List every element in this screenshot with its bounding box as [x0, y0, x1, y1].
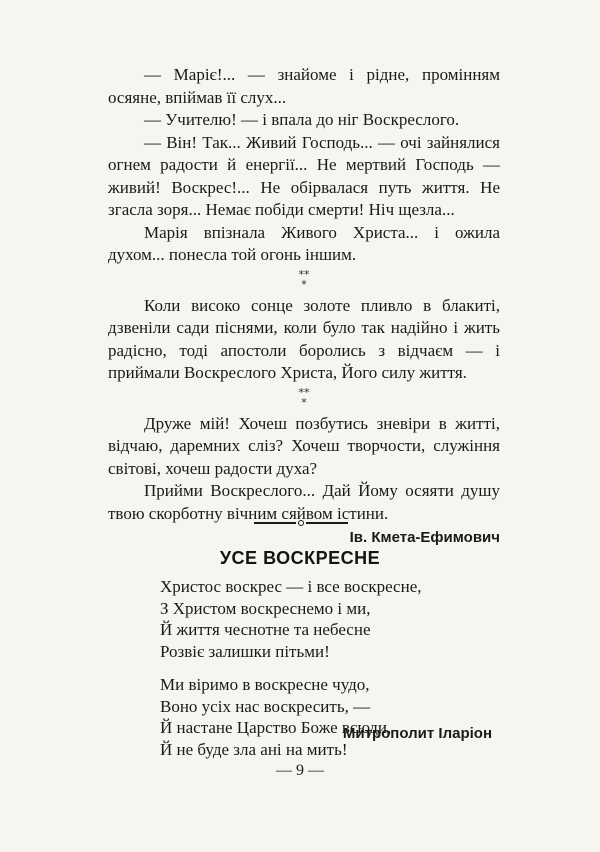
poem-line: Воно усіх нас воскресить, — — [160, 696, 371, 716]
poem-line: Й не буде зла ані на мить! — [160, 739, 348, 759]
poem-line: Й життя чеснотне та небесне — [160, 620, 371, 639]
paragraph: Коли високо сонце золоте пливло в блакиті, дзвеніли сади піснями, коли було так надійно і жить радісно, тоді апостоли боролись з відчаєм — і приймали Воскреслого Христа, Його силу життя. — [108, 295, 500, 382]
poem-line: Ми віримо в воскресне чудо, — [160, 675, 370, 694]
paragraph: Прийми Воскреслого... Дай Йому осяяти душу твою скорботну вічним сяйвом істини. — [108, 481, 500, 523]
divider-line-left — [254, 522, 296, 524]
paragraph: — Маріє!... — знайоме і рідне, промінням осяяне, впіймав її слух... — [108, 65, 500, 107]
divider-line-right — [306, 522, 348, 524]
poem-stanza — [160, 674, 490, 760]
separator-stars-bottom: * — [301, 277, 307, 291]
separator-stars-bottom: * — [301, 395, 307, 409]
ornamental-divider — [251, 516, 351, 530]
section-separator — [108, 385, 500, 409]
poem-line: З Христом воскреснемо і ми, — [160, 598, 371, 618]
separator-stars-top: ** — [298, 385, 310, 399]
section-separator — [108, 267, 500, 291]
paragraph: Друже мій! Хочеш позбутись зневіри в житті, відчаю, даремних сліз? Хочеш творчости, служіння світові, хочеш радости духа? — [108, 413, 500, 478]
paragraph: — Учителю! — і впала до ніг Воскреслого. — [144, 110, 460, 129]
poem-line: Христос воскрес — і все воскресне, — [160, 577, 422, 596]
page-number: — 9 — — [276, 762, 324, 779]
divider-ring — [298, 520, 304, 526]
poem-author: Митрополит Іларіон — [342, 725, 492, 742]
paragraph: Марія впізнала Живого Христа... і ожила духом... понесла той огонь іншим. — [108, 222, 500, 264]
poem-line: Й настане Царство Боже всюди, — [160, 718, 392, 737]
poem-line: Розвіє залишки пітьми! — [160, 641, 330, 661]
separator-stars-top: ** — [298, 267, 310, 281]
poem-title: УСЕ ВОСКРЕСНЕ — [219, 548, 381, 568]
poem-stanza — [160, 576, 490, 662]
prose-signature: Ів. Кмета-Ефимович — [349, 529, 500, 546]
prose-section — [108, 64, 500, 549]
poem — [160, 576, 490, 772]
paragraph: — Він! Так... Живий Господь... — очі зайнялися огнем радости й енергії... Не мертвий Господь — живий! Воскрес!... Не обірвалася путь життя. Не згасла зоря... Немає побіди смерти! Ніч щезла... — [108, 132, 500, 219]
